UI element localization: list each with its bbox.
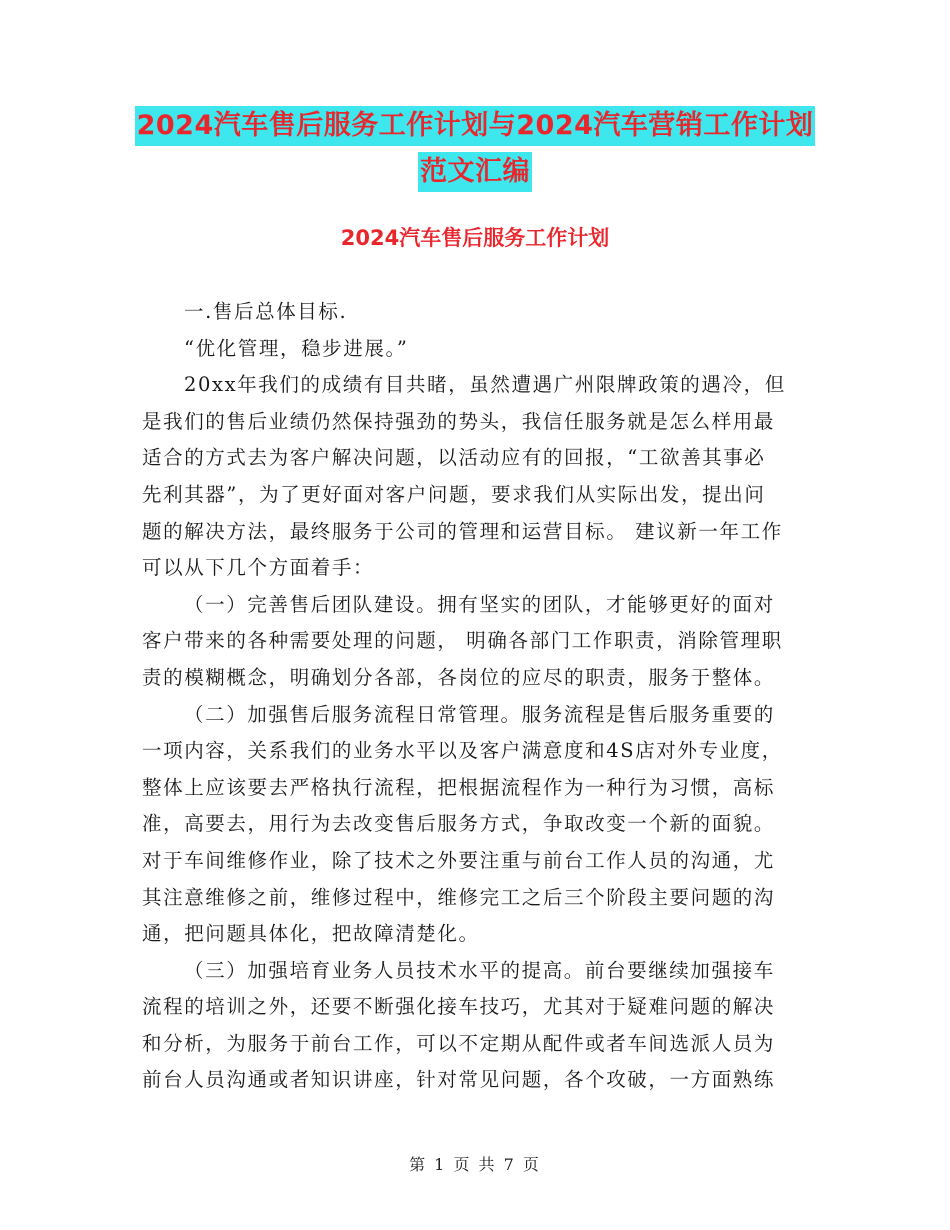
- paragraph-line: 流程的培训之外，还要不断强化接车技巧，尤其对于疑难问题的解决: [142, 995, 776, 1019]
- paragraph-line: “优化管理，稳步进展。”: [184, 336, 409, 360]
- paragraph-line: （三）加强培育业务人员技术水平的提高。前台要继续加强接车: [184, 958, 775, 982]
- paragraph-line: 责的模糊概念，明确划分各部，各岗位的应尽的职责，服务于整体。: [142, 665, 776, 689]
- body-text: [142, 294, 822, 1099]
- page-footer: 第 1 页 共 7 页: [409, 1155, 541, 1174]
- paragraph-line: 对于车间维修作业，除了技术之外要注重与前台工作人员的沟通，尤: [142, 848, 776, 872]
- paragraph-line: 通，把问题具体化，把故障清楚化。: [142, 922, 480, 946]
- paragraph-line: 一.售后总体目标.: [184, 300, 348, 323]
- paragraph-line: 整体上应该要去严格执行流程，把根据流程作为一种行为习惯，高标: [142, 775, 776, 799]
- paragraph-line: 20xx年我们的成绩有目共睹，虽然遭遇广州限牌政策的遇冷，但: [184, 373, 786, 397]
- title-line-1: 2024汽车售后服务工作计划与2024汽车营销工作计划: [135, 106, 816, 146]
- paragraph-line: 其注意维修之前，维修过程中，维修完工之后三个阶段主要问题的沟: [142, 885, 776, 909]
- paragraph-line: 题的解决方法，最终服务于公司的管理和运营目标。 建议新一年工作: [142, 519, 783, 543]
- paragraph-line: （二）加强售后服务流程日常管理。服务流程是售后服务重要的: [184, 702, 775, 726]
- document-title: [0, 106, 950, 192]
- paragraph-line: 先利其器”，为了更好面对客户问题，要求我们从实际出发，提出问: [142, 482, 766, 506]
- paragraph-line: 准，高要去，用行为去改变售后服务方式，争取改变一个新的面貌。: [142, 812, 776, 836]
- paragraph-line: 适合的方式去为客户解决问题，以活动应有的回报，“工欲善其事必: [142, 446, 766, 470]
- paragraph-line: 客户带来的各种需要处理的问题， 明确各部门工作职责，消除管理职: [142, 629, 783, 653]
- paragraph-line: 和分析，为服务于前台工作，可以不定期从配件或者车间选派人员为: [142, 1031, 776, 1055]
- paragraph-line: 可以从下几个方面着手：: [142, 556, 375, 580]
- paragraph-line: 前台人员沟通或者知识讲座，针对常见问题，各个攻破，一方面熟练: [142, 1068, 776, 1092]
- paragraph-line: （一）完善售后团队建设。拥有坚实的团队，才能够更好的面对: [184, 592, 775, 616]
- title-line-2: 范文汇编: [418, 152, 532, 192]
- paragraph-line: 是我们的售后业绩仍然保持强劲的势头，我信任服务就是怎么样用最: [142, 409, 776, 433]
- paragraph-line: 一项内容，关系我们的业务水平以及客户满意度和4S店对外专业度，: [142, 739, 783, 763]
- section-heading: 2024汽车售后服务工作计划: [340, 226, 610, 250]
